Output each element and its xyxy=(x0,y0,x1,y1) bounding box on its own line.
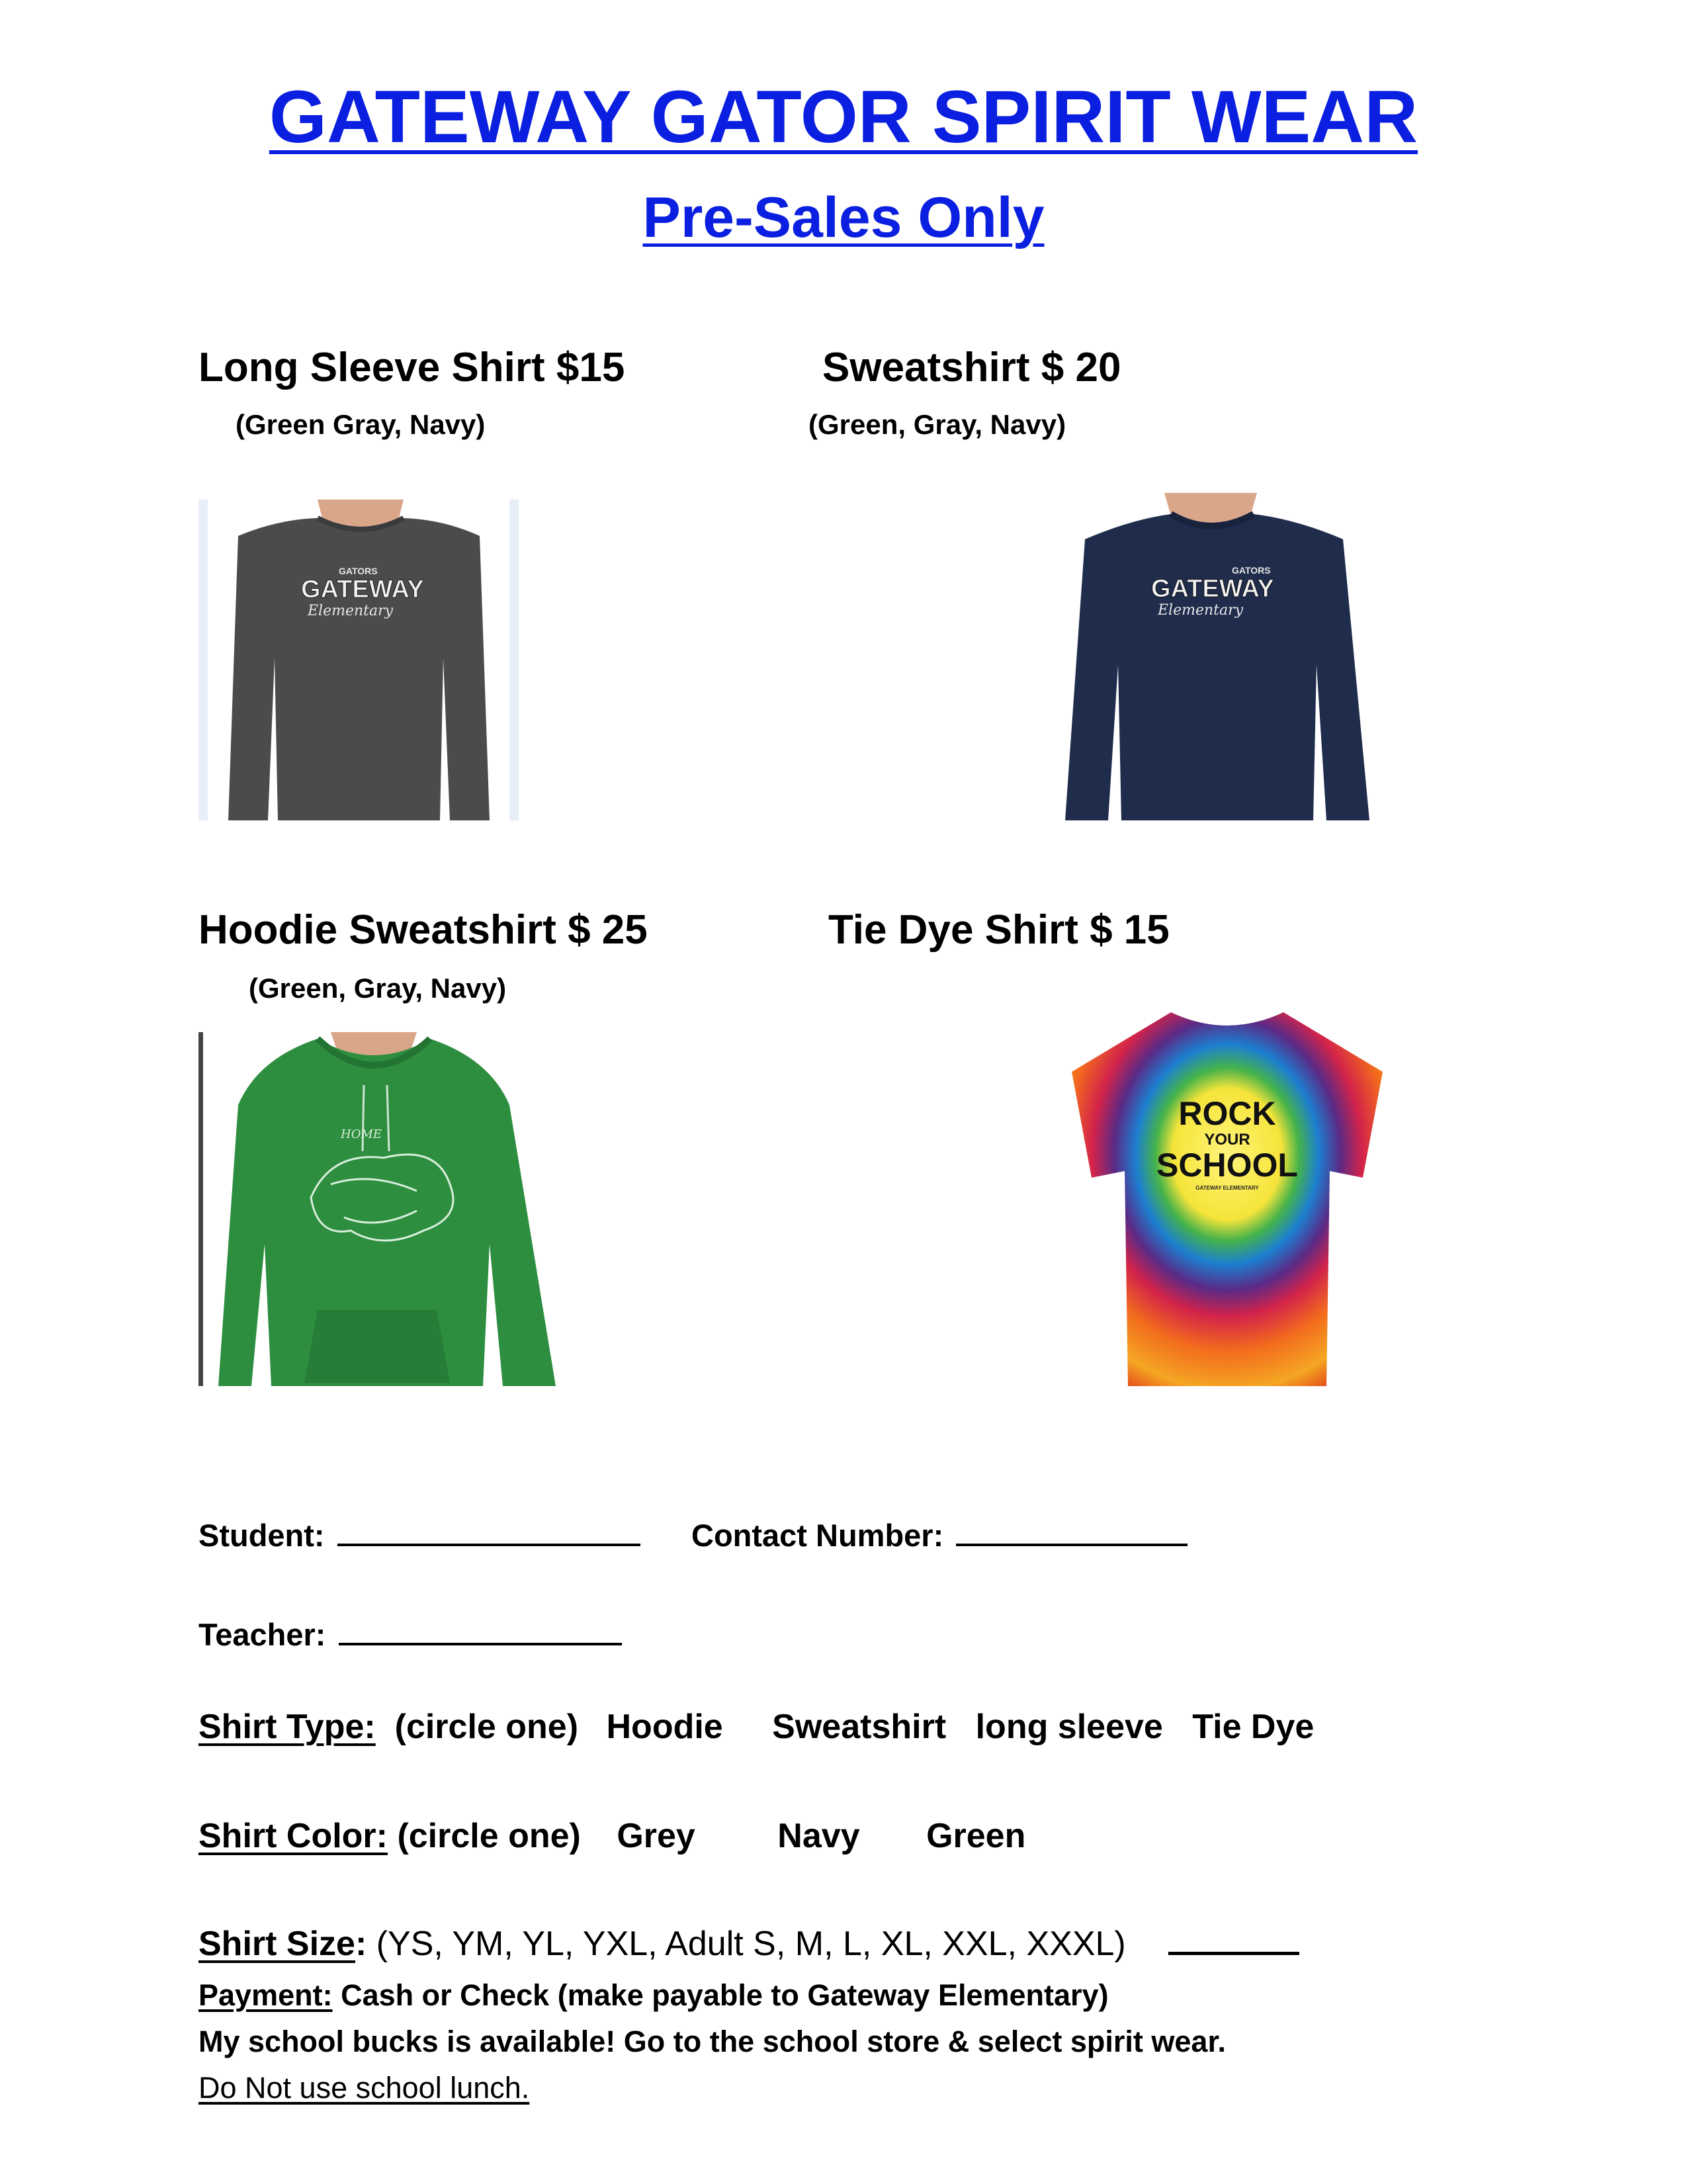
sweatshirt-print-small: GATORS xyxy=(1232,565,1271,576)
contact-blank[interactable] xyxy=(956,1544,1188,1546)
shirt-color-option-green[interactable]: Green xyxy=(926,1817,1026,1855)
sweatshirt-print-big: GATEWAY xyxy=(1151,575,1274,603)
shirt-size-line xyxy=(198,1924,1299,1964)
lunch-line: Do Not use school lunch. xyxy=(198,2071,530,2105)
student-blank[interactable] xyxy=(337,1544,640,1546)
shirt-color-line xyxy=(198,1816,1025,1856)
hoodie-photo xyxy=(198,1032,556,1386)
long-sleeve-photo xyxy=(198,500,519,820)
product-hoodie-colors: (Green, Gray, Navy) xyxy=(249,973,507,1004)
product-hoodie-name: Hoodie Sweatshirt $ 25 xyxy=(198,907,648,953)
sweatshirt-print-script: Elementary xyxy=(1158,602,1244,619)
shirt-size-colon: : xyxy=(355,1925,367,1963)
payment-text: Cash or Check (make payable to Gateway Elementary) xyxy=(341,1978,1109,2012)
shirt-type-option-long-sleeve[interactable]: long sleeve xyxy=(975,1708,1163,1746)
product-tie-dye-name: Tie Dye Shirt $ 15 xyxy=(828,907,1170,953)
payment-line xyxy=(198,1978,1109,2013)
shirt-type-option-tie-dye[interactable]: Tie Dye xyxy=(1192,1708,1315,1746)
shirt-color-option-grey[interactable]: Grey xyxy=(617,1817,695,1855)
shirt-color-label: Shirt Color: xyxy=(198,1817,388,1855)
tie-dye-print-line2: YOUR xyxy=(1204,1131,1250,1149)
tie-dye-photo xyxy=(1072,1012,1383,1386)
contact-field xyxy=(691,1517,1188,1553)
shirt-color-option-navy[interactable]: Navy xyxy=(777,1817,860,1855)
shirt-type-label: Shirt Type: xyxy=(198,1708,376,1746)
product-sweatshirt-colors: (Green, Gray, Navy) xyxy=(808,409,1066,440)
student-label: Student: xyxy=(198,1518,325,1553)
bucks-line xyxy=(198,2025,1226,2059)
shirt-type-option-hoodie[interactable]: Hoodie xyxy=(606,1708,723,1746)
shirt-size-label: Shirt Size xyxy=(198,1925,355,1963)
page-title: GATEWAY GATOR SPIRIT WEAR xyxy=(269,75,1418,158)
teacher-field xyxy=(198,1616,622,1653)
sweatshirt-photo xyxy=(1059,493,1376,820)
shirt-print-small: GATORS xyxy=(339,566,378,576)
bucks-text: My school bucks is available! Go to the school store & select spirit wear. xyxy=(198,2025,1226,2058)
page-subtitle: Pre-Sales Only xyxy=(642,186,1045,249)
shirt-type-note: (circle one) xyxy=(394,1708,579,1746)
shirt-type-line xyxy=(198,1707,1314,1747)
teacher-blank[interactable] xyxy=(339,1643,622,1645)
contact-label: Contact Number: xyxy=(691,1518,944,1553)
tie-dye-print-line3: SCHOOL xyxy=(1156,1147,1298,1184)
product-long-sleeve-colors: (Green Gray, Navy) xyxy=(236,409,486,440)
shirt-type-option-sweatshirt[interactable]: Sweatshirt xyxy=(772,1708,947,1746)
shirt-size-blank[interactable] xyxy=(1168,1952,1299,1955)
product-sweatshirt-name: Sweatshirt $ 20 xyxy=(822,345,1121,390)
shirt-print-big: GATEWAY xyxy=(301,576,424,603)
teacher-label: Teacher: xyxy=(198,1617,326,1652)
payment-label: Payment: xyxy=(198,1978,333,2012)
shirt-size-options: (YS, YM, YL, YXL, Adult S, M, L, XL, XXL, XXXL) xyxy=(376,1925,1126,1963)
tie-dye-print-line4: GATEWAY ELEMENTARY xyxy=(1195,1185,1259,1191)
shirt-print-script: Elementary xyxy=(308,603,394,619)
product-long-sleeve-name: Long Sleeve Shirt $15 xyxy=(198,345,625,390)
hoodie-print-text: HOME xyxy=(341,1127,382,1141)
tie-dye-print-line1: ROCK xyxy=(1178,1095,1276,1132)
shirt-color-note: (circle one) xyxy=(397,1817,581,1855)
student-field xyxy=(198,1517,640,1553)
